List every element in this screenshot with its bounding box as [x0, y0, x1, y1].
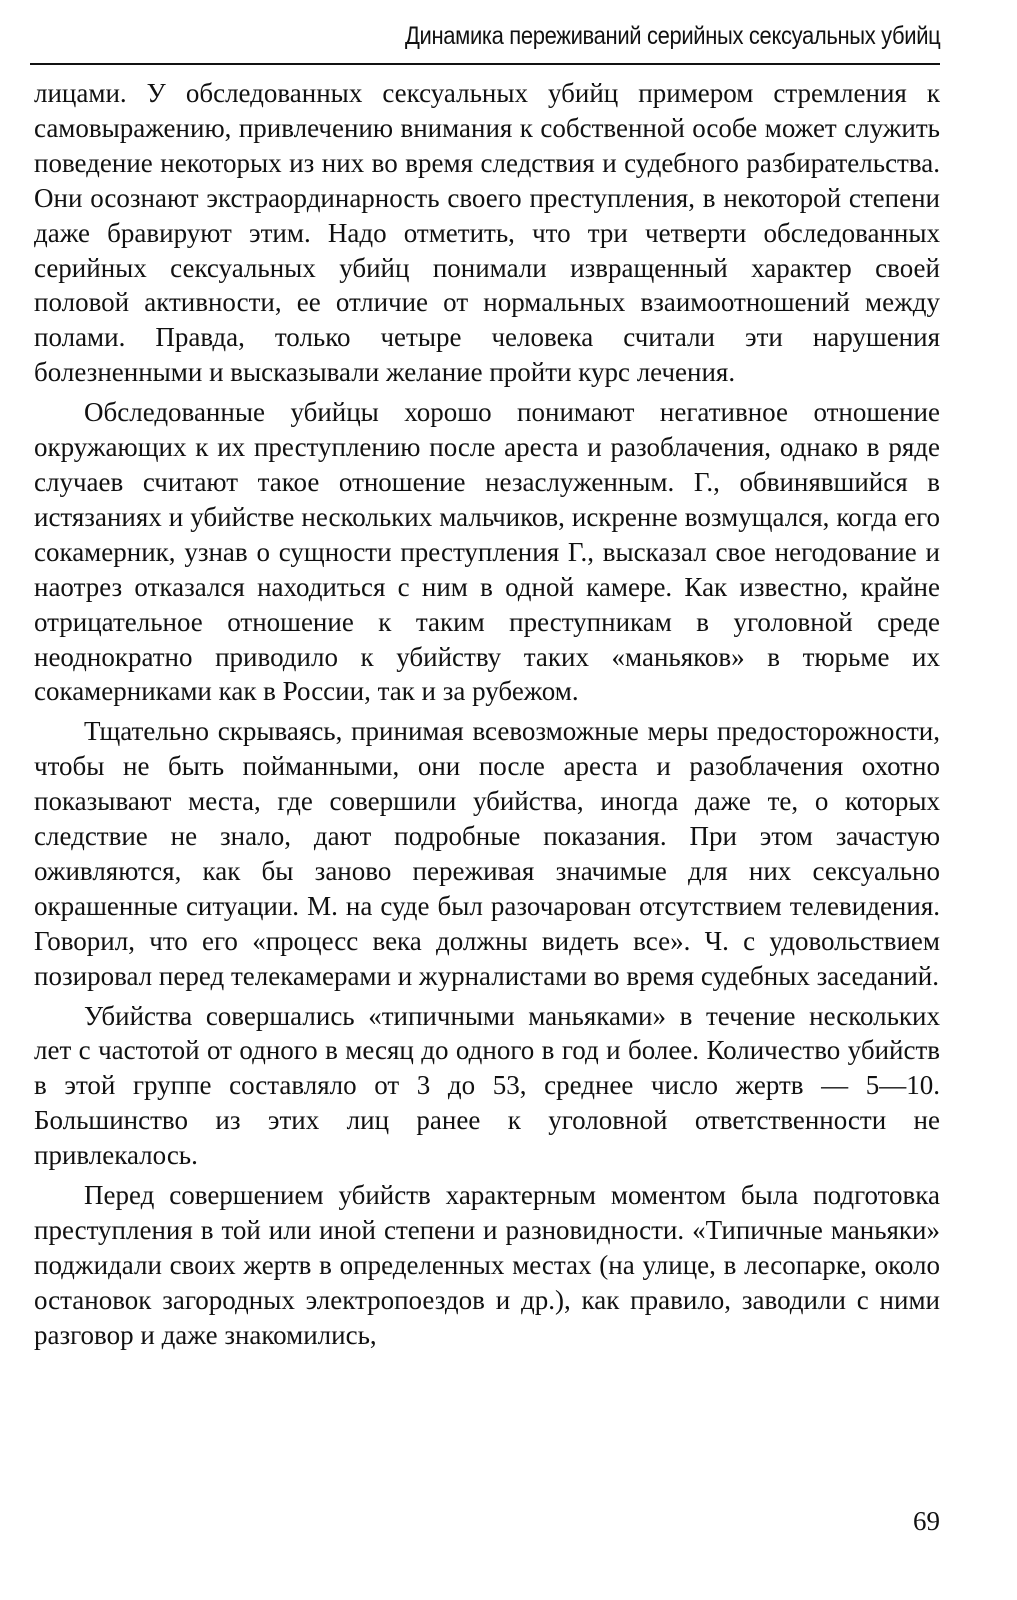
paragraph-5: Перед совершением убийств характерным моментом была подготовка преступления в той или иной степени и разновидности. «Типичные маньяки» поджидали своих жертв в определенных местах (на улице, в лесопарке, около остановок загородных электропоездов и др.), как правило, заводили с ними разговор и даже знакомились,: [34, 1180, 940, 1350]
page-number: 69: [913, 1506, 940, 1536]
body-text: [34, 76, 940, 1353]
paragraph-1: лицами. У обследованных сексуальных убийц примером стремления к самовыражению, привлечению внимания к собственной особе может служить поведение некоторых из них во время следствия и судебного разбирательства. Они осознают экстраординарность своего преступления, в некоторой степени даже бравируют этим. Надо отметить, что три четверти обследованных серийных сексуальных убийц понимали извращенный характер своей половой активности, ее отличие от нормальных взаимоотношений между полами. Правда, только четыре человека считали эти нарушения болезненными и высказывали желание пройти курс лечения.: [34, 78, 940, 388]
paragraph-4: Убийства совершались «типичными маньяками» в течение нескольких лет с частотой от одного в месяц до одного в год и более. Количество убийств в этой группе составляло от 3 до 53, среднее число жертв — 5—10. Большинство из этих лиц ранее к уголовной ответственности не привлекалось.: [34, 1000, 940, 1171]
paragraph-2: Обследованные убийцы хорошо понимают негативное отношение окружающих к их преступлению после ареста и разоблачения, однако в ряде случаев считают такое отношение незаслуженным. Г., обвинявшийся в истязаниях и убийстве нескольких мальчиков, искренне возмущался, когда его сокамерник, узнав о сущности преступления Г., высказал свое негодование и наотрез отказался находиться с ним в одной камере. Как известно, крайне отрицательное отношение к таким преступникам в уголовной среде неоднократно приводило к убийству таких «маньяков» в тюрьме их сокамерниками как в России, так и за рубежом.: [34, 397, 940, 707]
header-rule: [30, 63, 940, 65]
paragraph-3: Тщательно скрываясь, принимая всевозможные меры предосторожности, чтобы не быть пойманными, они после ареста и разоблачения охотно показывают места, где совершили убийства, иногда даже те, о которых следствие не знало, дают подробные показания. При этом зачастую оживляются, как бы заново переживая значимые для них сексуально окрашенные ситуации. М. на суде был разочарован отсутствием телевидения. Говорил, что его «процесс века должны видеть все». Ч. с удовольствием позировал перед телекамерами и журналистами во время судебных заседаний.: [34, 716, 940, 991]
running-title: Динамика переживаний серийных сексуальных убийц: [404, 22, 940, 50]
